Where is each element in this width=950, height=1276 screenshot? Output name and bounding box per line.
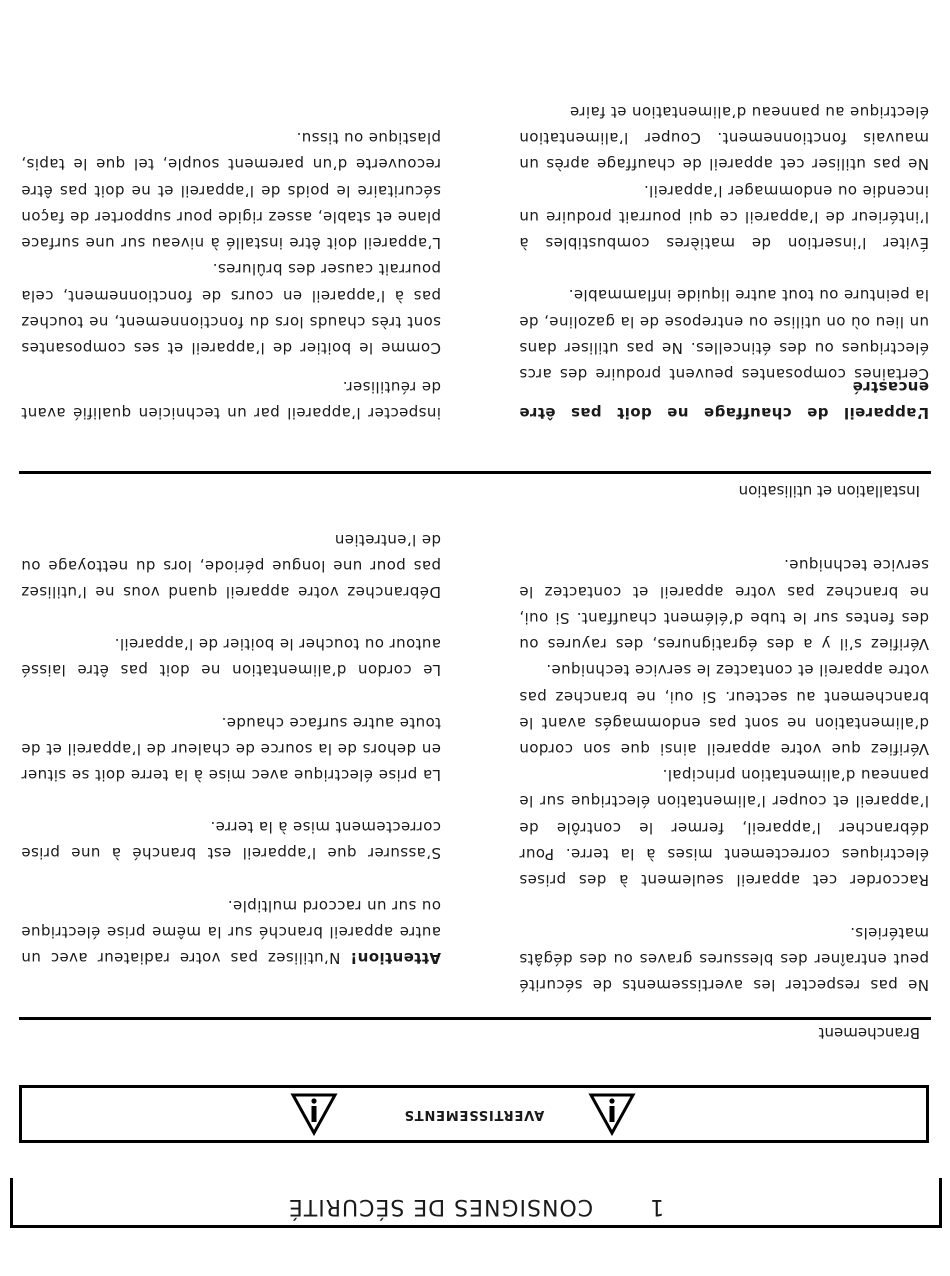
installation-left-paragraph-2: Certaines composantes peuvent produire des arcs électriques ou des étincelles. Ne pas utiliser dans un lieu où on utilise ou entrepose de la gazoline, de la peinture ou tout autre liquide inflammable. — [519, 286, 929, 383]
section-title-box — [10, 1178, 942, 1228]
branchement-right-paragraph-5: Débranchez votre appareil quand vous ne l’utilisez pas pour une longue période, lors du nettoyage ou de l’entretien — [21, 530, 441, 601]
title-number: 1 — [649, 1194, 665, 1219]
branchement-left-paragraph-4: Vérifiez s’il y a des égratignures, des rayures ou des fentes sur le tube d’élément chauffant. Si oui, ne branchez pas votre appareil et contactez le service technique. — [519, 556, 929, 653]
branchement-left-paragraph-1: Ne pas respecter les avertissements de sécurité peut entraîner des blessures graves ou des dégâts matériels. — [519, 923, 929, 994]
section-divider — [19, 1017, 931, 1020]
page-title — [13, 1194, 939, 1219]
branchement-left-paragraph-2: Raccorder cet appareil seulement à des prises électriques correctement mises à la terre. Pour débrancher l’appareil, fermer le contrôle de l’appareil et couper l’alimentation électrique sur le panneau d’alimentation principal. — [519, 766, 929, 889]
branchement-right-paragraph-4: Le cordon d’alimentation ne doit pas être laissé autour ou toucher le boitier de l’appareil. — [21, 634, 441, 679]
section-heading-branchement: Branchement — [818, 1024, 920, 1042]
attention-label: Attention! — [350, 949, 441, 967]
section-divider — [19, 471, 931, 474]
installation-right-paragraph-3: L’appareil doit être installé à niveau sur une surface plane et stable, assez rigide pour supporter de façon sécuritaire le poids de l’appareil et ne doit pas être recouverte d’un parement souple, tel que le tapis, plastique ou tissu. — [21, 129, 441, 252]
branchement-right-paragraph-3: La prise électrique avec mise à la terre doit se situer en dehors de la source de chaleur de l’appareil et de toute autre surface chaude. — [21, 713, 441, 784]
installation-right-paragraph-2: Comme le boitier de l’appareil et ses composantes sont très chauds lors du fonctionnement, ne touchez pas à l’appareil en cours de fonctionnement, cela pourrait causer des brûlures. — [21, 260, 441, 357]
branchement-left-paragraph-3: Vérifiez que votre appareil ainsi que son cordon d’alimentation ne sont pas endommagés avant le branchement au secteur. Si oui, ne branchez pas votre appareil et contactez le service technique. — [519, 661, 929, 758]
installation-left-paragraph-4: Ne pas utiliser cet appareil de chauffage après un mauvais fonctionnement. Couper l’alimentation électrique au panneau d’alimentation et faire — [519, 102, 929, 173]
warning-banner — [19, 1085, 929, 1143]
section-heading-installation: Installation et utilisation — [738, 482, 920, 500]
warning-triangle-icon — [290, 1092, 338, 1136]
title-text: CONSIGNES DE SÉCURITÉ — [287, 1194, 594, 1219]
branchement-right-paragraph-2: S’assurer que l’appareil est branché à une prise correctement mise à la terre. — [21, 817, 441, 862]
branchement-right-paragraph-1 — [21, 892, 441, 971]
warning-label: AVERTISSEMENTS — [403, 1107, 545, 1122]
installation-left-paragraph-3: Éviter l’insertion de matières combustibles à l’intérieur de l’appareil ce qui pourrait produire un incendie ou endommager l’appareil. — [519, 181, 929, 252]
installation-left-paragraph-1: L’appareil de chauffage ne doit pas être encastré — [519, 377, 929, 422]
attention-text: N’utilisez pas votre radiateur avec un autre appareil branché sur la même prise électrique ou sur un raccord multiple. — [21, 896, 441, 967]
installation-right-paragraph-1: inspecter l’appareil par un technicien qualifié avant de réutiliser. — [21, 377, 441, 422]
